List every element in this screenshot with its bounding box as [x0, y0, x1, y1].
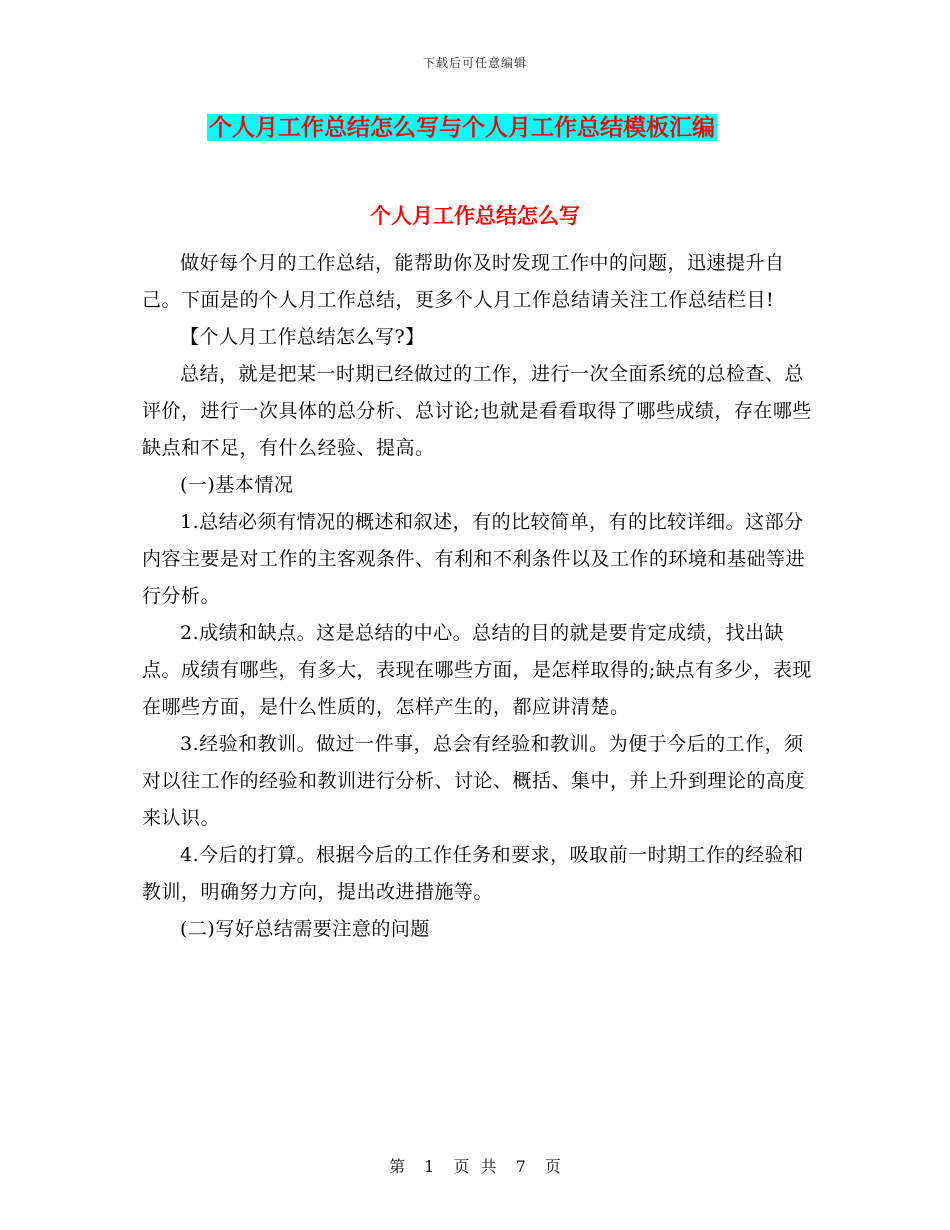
main-title: 个人月工作总结怎么写与个人月工作总结模板汇编 [209, 114, 715, 141]
list-item-1: 1.总结必须有情况的概述和叙述，有的比较简单，有的比较详细。这部分内容主要是对工作的主客观条件、有利和不利条件以及工作的环境和基础等进行分析。 [142, 511, 806, 607]
definition-paragraph: 总结，就是把某一时期已经做过的工作，进行一次全面系统的总检查、总评价，进行一次具体的总分析、总讨论;也就是看看取得了哪些成绩，存在哪些缺点和不足，有什么经验、提高。 [142, 363, 812, 459]
main-title-container [207, 112, 717, 144]
footer-total-pages: 7 [515, 1157, 526, 1176]
list-item-4: 4.今后的打算。根据今后的工作任务和要求，吸取前一时期工作的经验和教训，明确努力方向，提出改进措施等。 [142, 844, 804, 903]
subheading-basic-situation: (一)基本情况 [180, 474, 294, 496]
header-note: 下载后可任意编辑 [422, 56, 527, 70]
subheading-how-to-write: 【个人月工作总结怎么写?】 [180, 326, 425, 348]
list-item-3: 3.经验和教训。做过一件事，总会有经验和教训。为便于今后的工作，须对以往工作的经验和教训进行分析、讨论、概括、集中，并上升到理论的高度来认识。 [142, 733, 806, 829]
footer-middle: 页 共 [453, 1157, 497, 1176]
document-body [142, 245, 812, 948]
subheading-notes: (二)写好总结需要注意的问题 [180, 918, 430, 940]
footer-prefix: 第 [389, 1157, 406, 1176]
footer-suffix: 页 [544, 1157, 561, 1176]
list-item-2: 2.成绩和缺点。这是总结的中心。总结的目的就是要肯定成绩，找出缺点。成绩有哪些，有多大，表现在哪些方面，是怎样取得的;缺点有多少，表现在哪些方面，是什么性质的，怎样产生的，都应讲清楚。 [142, 622, 812, 718]
intro-paragraph: 做好每个月的工作总结，能帮助你及时发现工作中的问题，迅速提升自己。下面是的个人月工作总结，更多个人月工作总结请关注工作总结栏目! [142, 252, 785, 311]
page-footer [0, 1154, 950, 1177]
footer-page-number: 1 [424, 1157, 435, 1176]
section-title: 个人月工作总结怎么写 [370, 203, 580, 228]
